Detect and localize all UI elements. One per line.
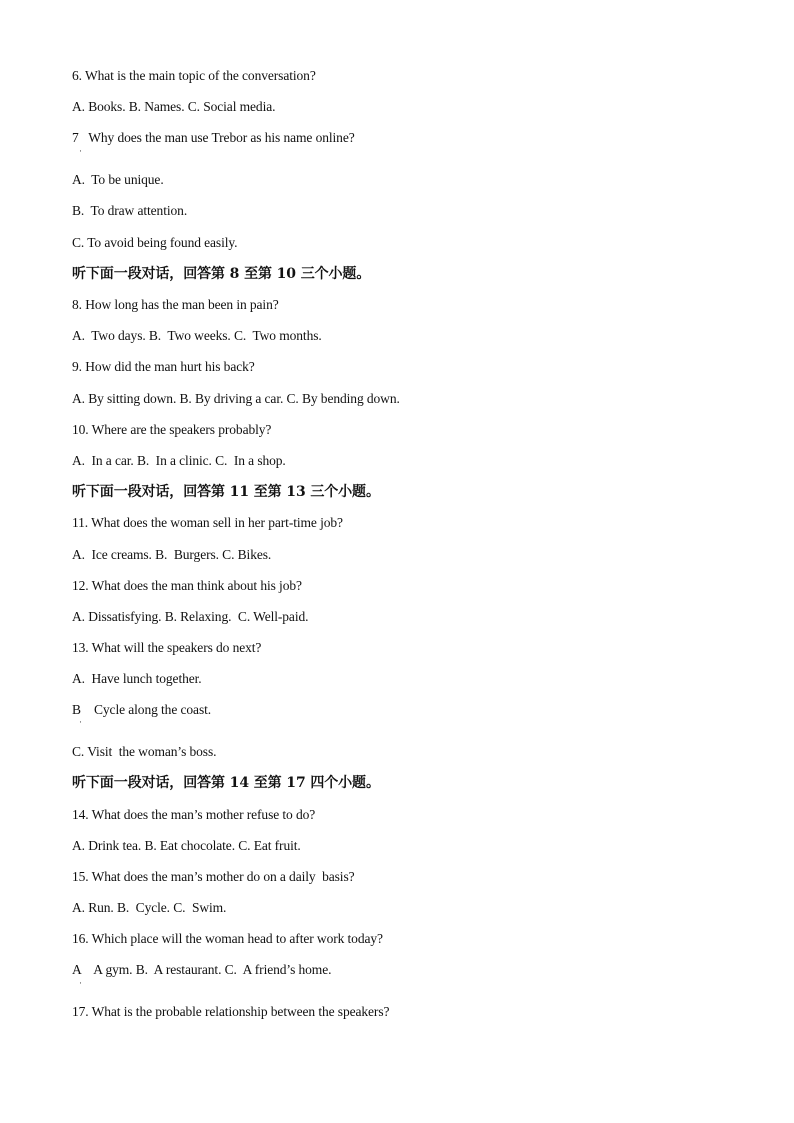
question-13-option-b: B Cycle along the coast.: [72, 702, 212, 717]
question-8: 8. How long has the man been in pain?: [72, 297, 279, 312]
stray-dot-mark: ·: [79, 978, 82, 988]
question-7: 7 Why does the man use Trebor as his name online?: [72, 130, 355, 145]
question-6-options: A. Books. B. Names. C. Social media.: [72, 99, 276, 114]
question-16: 16. Which place will the woman head to after work today?: [72, 931, 383, 946]
question-7-option-a: A. To be unique.: [72, 172, 164, 187]
section-heading-8-10: 听下面一段对话，回答第 8 至第 10 三个小题。: [72, 266, 371, 282]
question-13: 13. What will the speakers do next?: [72, 640, 262, 655]
question-11-options: A. Ice creams. B. Burgers. C. Bikes.: [72, 547, 272, 562]
question-8-options: A. Two days. B. Two weeks. C. Two months.: [72, 328, 322, 343]
question-9: 9. How did the man hurt his back?: [72, 359, 255, 374]
question-10: 10. Where are the speakers probably?: [72, 422, 272, 437]
question-9-options: A. By sitting down. B. By driving a car. C. By bending down.: [72, 391, 400, 406]
question-11: 11. What does the woman sell in her part-time job?: [72, 515, 343, 530]
stray-dot-mark: ·: [79, 717, 82, 727]
question-13-option-c: C. Visit the woman’s boss.: [72, 744, 217, 759]
question-7-option-c: C. To avoid being found easily.: [72, 235, 238, 250]
question-12-options: A. Dissatisfying. B. Relaxing. C. Well-paid.: [72, 609, 309, 624]
question-14: 14. What does the man’s mother refuse to do?: [72, 807, 316, 822]
question-15: 15. What does the man’s mother do on a daily basis?: [72, 869, 355, 884]
section-heading-14-17: 听下面一段对话，回答第 14 至第 17 四个小题。: [72, 775, 380, 791]
question-12: 12. What does the man think about his job?: [72, 578, 302, 593]
question-10-options: A. In a car. B. In a clinic. C. In a shop.: [72, 453, 286, 468]
question-14-options: A. Drink tea. B. Eat chocolate. C. Eat fruit.: [72, 838, 301, 853]
question-17: 17. What is the probable relationship between the speakers?: [72, 1004, 390, 1019]
section-heading-11-13: 听下面一段对话，回答第 11 至第 13 三个小题。: [72, 484, 380, 500]
stray-dot-mark: ·: [79, 146, 82, 156]
question-13-option-a: A. Have lunch together.: [72, 671, 202, 686]
question-15-options: A. Run. B. Cycle. C. Swim.: [72, 900, 227, 915]
question-6: 6. What is the main topic of the conversation?: [72, 68, 316, 83]
question-16-options: A A gym. B. A restaurant. C. A friend’s home.: [72, 962, 332, 977]
question-7-option-b: B. To draw attention.: [72, 203, 188, 218]
